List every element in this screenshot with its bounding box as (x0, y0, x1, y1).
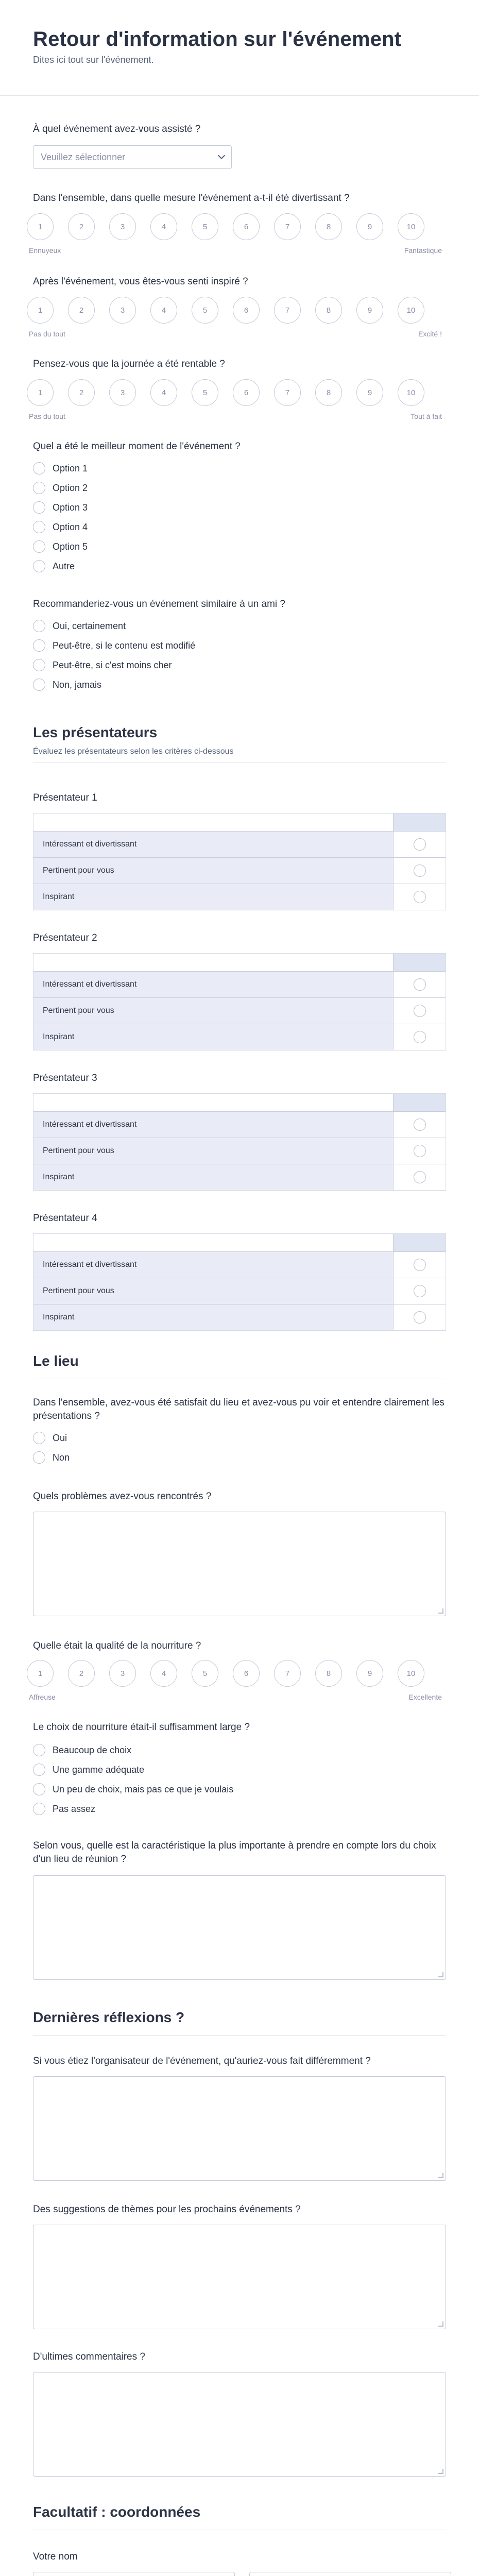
scale-option-7[interactable]: 7 (274, 379, 301, 406)
radio-circle-icon[interactable] (414, 1171, 426, 1183)
matrix-row-label: Inspirant (33, 1164, 393, 1190)
feature-textarea[interactable] (33, 1875, 446, 1980)
scale-option-10[interactable]: 10 (398, 297, 424, 324)
scale-option-6[interactable]: 6 (233, 213, 260, 240)
fun-scale-min: Ennuyeux (29, 246, 61, 255)
matrix-cell (393, 884, 446, 910)
radio-circle-icon[interactable] (33, 679, 45, 691)
matrix-row-label: Pertinent pour vous (33, 998, 393, 1024)
resize-grip-icon[interactable] (438, 1608, 443, 1614)
scale-option-5[interactable]: 5 (192, 1660, 218, 1687)
scale-option-4[interactable]: 4 (150, 297, 177, 324)
matrix-row (33, 1278, 446, 1304)
matrix-row (33, 997, 446, 1024)
radio-option-label: Autre (53, 561, 75, 571)
radio-option[interactable] (33, 556, 88, 576)
radio-option[interactable] (33, 1799, 233, 1819)
radio-circle-icon[interactable] (414, 1311, 426, 1324)
matrix-row (33, 1138, 446, 1164)
contact-section-title: Facultatif : coordonnées (33, 2504, 201, 2520)
matrix-cell (393, 858, 446, 884)
best-options (33, 459, 88, 576)
radio-circle-icon[interactable] (33, 620, 45, 632)
scale-option-2[interactable]: 2 (68, 297, 95, 324)
radio-circle-icon[interactable] (414, 838, 426, 851)
matrix-row (33, 857, 446, 884)
scale-option-5[interactable]: 5 (192, 213, 218, 240)
themes-question-label: Des suggestions de thèmes pour les prochains événements ? (33, 2204, 301, 2215)
radio-option-label: Une gamme adéquate (53, 1764, 145, 1775)
scale-option-8[interactable]: 8 (315, 297, 342, 324)
differently-question-label: Si vous étiez l'organisateur de l'événement, qu'auriez-vous fait différemment ? (33, 2056, 371, 2066)
scale-option-4[interactable]: 4 (150, 379, 177, 406)
radio-option[interactable] (33, 675, 195, 694)
matrix-cell (393, 832, 446, 857)
radio-circle-icon[interactable] (33, 1432, 45, 1444)
presenter-rating-matrix (33, 1233, 446, 1331)
first-name-input[interactable] (33, 2572, 235, 2576)
scale-option-3[interactable]: 3 (109, 1660, 136, 1687)
matrix-cell (393, 972, 446, 997)
matrix-row (33, 884, 446, 910)
last-name-input[interactable] (249, 2572, 451, 2576)
radio-option[interactable] (33, 655, 195, 675)
food-question-label: Quelle était la qualité de la nourriture ? (33, 1640, 201, 1651)
matrix-cell (393, 1304, 446, 1330)
scale-option-9[interactable]: 9 (356, 1660, 383, 1687)
radio-circle-icon[interactable] (414, 1285, 426, 1297)
matrix-cell (393, 1252, 446, 1278)
choice-options (33, 1740, 233, 1819)
scale-option-7[interactable]: 7 (274, 213, 301, 240)
radio-circle-icon[interactable] (33, 560, 45, 572)
radio-circle-icon[interactable] (33, 521, 45, 533)
matrix-header-column (393, 1094, 446, 1111)
radio-circle-icon[interactable] (33, 1744, 45, 1756)
matrix-header-blank (33, 814, 393, 831)
scale-option-2[interactable]: 2 (68, 379, 95, 406)
radio-option[interactable] (33, 636, 195, 655)
scale-option-1[interactable]: 1 (27, 1660, 54, 1687)
matrix-row-label: Pertinent pour vous (33, 1138, 393, 1164)
scale-option-3[interactable]: 3 (109, 379, 136, 406)
inspired-scale-labels (29, 330, 442, 338)
worth-scale (27, 379, 424, 406)
radio-circle-icon[interactable] (414, 1118, 426, 1131)
radio-option[interactable] (33, 1760, 233, 1780)
matrix-cell (393, 1278, 446, 1304)
form-subtitle: Dites ici tout sur l'événement. (33, 55, 154, 65)
scale-option-3[interactable]: 3 (109, 213, 136, 240)
matrix-header-blank (33, 1094, 393, 1111)
radio-circle-icon[interactable] (414, 1145, 426, 1157)
scale-option-10[interactable]: 10 (398, 1660, 424, 1687)
radio-option-label: Pas assez (53, 1803, 96, 1814)
scale-option-9[interactable]: 9 (356, 213, 383, 240)
radio-circle-icon[interactable] (33, 1764, 45, 1776)
radio-circle-icon[interactable] (33, 1803, 45, 1815)
scale-option-1[interactable]: 1 (27, 213, 54, 240)
choice-question-label: Le choix de nourriture était-il suffisamment large ? (33, 1722, 250, 1733)
radio-circle-icon[interactable] (33, 639, 45, 652)
radio-option-label: Peut-être, si c'est moins cher (53, 659, 172, 670)
form-title: Retour d'information sur l'événement (33, 28, 402, 50)
venue-satisfied-options (33, 1428, 70, 1467)
scale-option-5[interactable]: 5 (192, 379, 218, 406)
scale-option-10[interactable]: 10 (398, 213, 424, 240)
radio-circle-icon[interactable] (33, 1451, 45, 1464)
radio-circle-icon[interactable] (414, 1031, 426, 1043)
matrix-row-label: Inspirant (33, 1304, 393, 1330)
scale-option-8[interactable]: 8 (315, 379, 342, 406)
venue-satisfied-label: Dans l'ensemble, avez-vous été satisfait du lieu et avez-vous pu voir et entendre clairement les présentations ? (33, 1397, 444, 1421)
radio-option-label: Option 2 (53, 482, 88, 493)
radio-option[interactable] (33, 1740, 233, 1760)
matrix-row (33, 971, 446, 997)
fun-scale-max: Fantastique (404, 246, 442, 255)
radio-circle-icon[interactable] (33, 1783, 45, 1795)
matrix-header (33, 1234, 446, 1251)
matrix-cell (393, 1024, 446, 1050)
matrix-row-label: Pertinent pour vous (33, 1278, 393, 1304)
inspired-scale (27, 297, 424, 324)
radio-option[interactable] (33, 498, 88, 517)
presenters-section-subtitle: Évaluez les présentateurs selon les critères ci-dessous (33, 747, 234, 756)
presenters-section-title: Les présentateurs (33, 724, 158, 740)
section-divider (33, 2035, 446, 2036)
matrix-cell (393, 1164, 446, 1190)
scale-option-1[interactable]: 1 (27, 297, 54, 324)
scale-option-6[interactable]: 6 (233, 297, 260, 324)
inspired-scale-min: Pas du tout (29, 330, 65, 338)
food-scale-labels (29, 1693, 442, 1701)
radio-circle-icon[interactable] (414, 1005, 426, 1017)
radio-option-label: Option 4 (53, 521, 88, 532)
matrix-row (33, 831, 446, 857)
presenter-label: Présentateur 2 (33, 933, 97, 943)
matrix-header (33, 814, 446, 831)
matrix-row (33, 1024, 446, 1050)
worth-question-label: Pensez-vous que la journée a été rentable ? (33, 359, 225, 369)
radio-circle-icon[interactable] (33, 501, 45, 514)
final-section-title: Dernières réflexions ? (33, 2009, 185, 2025)
radio-circle-icon[interactable] (414, 1259, 426, 1271)
presenter-label: Présentateur 1 (33, 792, 97, 803)
presenter-rating-matrix (33, 813, 446, 910)
differently-textarea[interactable] (33, 2076, 446, 2181)
food-scale (27, 1660, 424, 1687)
radio-option-label: Non (53, 1452, 70, 1463)
matrix-cell (393, 1138, 446, 1164)
radio-option[interactable] (33, 517, 88, 537)
matrix-row (33, 1164, 446, 1190)
matrix-header-column (393, 954, 446, 971)
matrix-row-label: Inspirant (33, 1024, 393, 1050)
problems-question-label: Quels problèmes avez-vous rencontrés ? (33, 1491, 212, 1502)
radio-circle-icon[interactable] (33, 462, 45, 474)
scale-option-3[interactable]: 3 (109, 297, 136, 324)
scale-option-9[interactable]: 9 (356, 379, 383, 406)
presenter-rating-matrix (33, 1093, 446, 1191)
worth-scale-labels (29, 412, 442, 420)
event-question-label: À quel événement avez-vous assisté ? (33, 124, 201, 134)
radio-option-label: Non, jamais (53, 679, 102, 690)
venue-section-title: Le lieu (33, 1353, 79, 1369)
presenter-label: Présentateur 4 (33, 1213, 97, 1224)
radio-option[interactable] (33, 616, 195, 636)
scale-option-4[interactable]: 4 (150, 213, 177, 240)
matrix-cell (393, 998, 446, 1024)
radio-circle-icon[interactable] (414, 865, 426, 877)
resize-grip-icon[interactable] (438, 2469, 443, 2474)
recommend-options (33, 616, 195, 694)
matrix-header-blank (33, 954, 393, 971)
food-scale-max: Excellente (408, 1693, 442, 1701)
matrix-row-label: Intéressant et divertissant (33, 1112, 393, 1138)
matrix-row (33, 1251, 446, 1278)
radio-option-label: Option 5 (53, 541, 88, 552)
matrix-header (33, 954, 446, 971)
matrix-row (33, 1111, 446, 1138)
inspired-scale-max: Excité ! (418, 330, 442, 338)
fun-scale-labels (29, 246, 442, 255)
resize-grip-icon[interactable] (438, 1972, 443, 1977)
inspired-question-label: Après l'événement, vous êtes-vous senti inspiré ? (33, 276, 248, 287)
matrix-header-column (393, 814, 446, 831)
problems-textarea[interactable] (33, 1512, 446, 1616)
worth-scale-min: Pas du tout (29, 412, 65, 420)
matrix-header-blank (33, 1234, 393, 1251)
resize-grip-icon[interactable] (438, 2173, 443, 2178)
scale-option-6[interactable]: 6 (233, 379, 260, 406)
scale-option-8[interactable]: 8 (315, 213, 342, 240)
radio-circle-icon[interactable] (33, 540, 45, 553)
radio-option-label: Oui, certainement (53, 620, 126, 631)
comments-question-label: D'ultimes commentaires ? (33, 2351, 145, 2362)
scale-option-10[interactable]: 10 (398, 379, 424, 406)
matrix-header (33, 1094, 446, 1111)
scale-option-9[interactable]: 9 (356, 297, 383, 324)
matrix-cell (393, 1112, 446, 1138)
scale-option-5[interactable]: 5 (192, 297, 218, 324)
scale-option-2[interactable]: 2 (68, 213, 95, 240)
comments-textarea[interactable] (33, 2372, 446, 2477)
matrix-row-label: Inspirant (33, 884, 393, 910)
scale-option-7[interactable]: 7 (274, 297, 301, 324)
scale-option-4[interactable]: 4 (150, 1660, 177, 1687)
feature-question-label: Selon vous, quelle est la caractéristique la plus importante à prendre en compte lors du choix d'un lieu de réunion ? (33, 1840, 436, 1865)
radio-option[interactable] (33, 478, 88, 498)
matrix-row-label: Intéressant et divertissant (33, 832, 393, 857)
scale-option-7[interactable]: 7 (274, 1660, 301, 1687)
event-select-placeholder: Veuillez sélectionner (41, 151, 126, 162)
food-scale-min: Affreuse (29, 1693, 56, 1701)
radio-circle-icon[interactable] (414, 891, 426, 903)
radio-option[interactable] (33, 537, 88, 556)
scale-option-6[interactable]: 6 (233, 1660, 260, 1687)
matrix-row-label: Intéressant et divertissant (33, 972, 393, 997)
presenter-label: Présentateur 3 (33, 1073, 97, 1083)
event-select[interactable] (33, 145, 232, 169)
radio-option-label: Option 1 (53, 463, 88, 473)
radio-option-label: Peut-être, si le contenu est modifié (53, 640, 196, 651)
radio-circle-icon[interactable] (414, 978, 426, 991)
radio-option[interactable] (33, 459, 88, 478)
scale-option-2[interactable]: 2 (68, 1660, 95, 1687)
scale-option-8[interactable]: 8 (315, 1660, 342, 1687)
radio-option[interactable] (33, 1428, 70, 1448)
best-question-label: Quel a été le meilleur moment de l'événement ? (33, 441, 241, 452)
radio-option-label: Oui (53, 1432, 67, 1443)
radio-option-label: Option 3 (53, 502, 88, 513)
recommend-question-label: Recommanderiez-vous un événement similaire à un ami ? (33, 599, 286, 609)
radio-option[interactable] (33, 1780, 233, 1799)
themes-textarea[interactable] (33, 2225, 446, 2329)
scale-option-1[interactable]: 1 (27, 379, 54, 406)
worth-scale-max: Tout à fait (410, 412, 442, 420)
fun-question-label: Dans l'ensemble, dans quelle mesure l'événement a-t-il été divertissant ? (33, 193, 350, 204)
section-divider (33, 762, 446, 763)
resize-grip-icon[interactable] (438, 2321, 443, 2327)
matrix-row-label: Pertinent pour vous (33, 858, 393, 884)
fun-scale (27, 213, 424, 240)
matrix-header-column (393, 1234, 446, 1251)
radio-option[interactable] (33, 1448, 70, 1467)
name-label: Votre nom (33, 2551, 78, 2562)
presenter-rating-matrix (33, 953, 446, 1050)
form-header (0, 0, 479, 96)
radio-circle-icon[interactable] (33, 482, 45, 494)
chevron-down-icon (218, 152, 225, 159)
radio-option-label: Un peu de choix, mais pas ce que je voulais (53, 1784, 234, 1794)
matrix-row-label: Intéressant et divertissant (33, 1252, 393, 1278)
radio-circle-icon[interactable] (33, 659, 45, 671)
radio-option-label: Beaucoup de choix (53, 1744, 132, 1755)
matrix-row (33, 1304, 446, 1330)
